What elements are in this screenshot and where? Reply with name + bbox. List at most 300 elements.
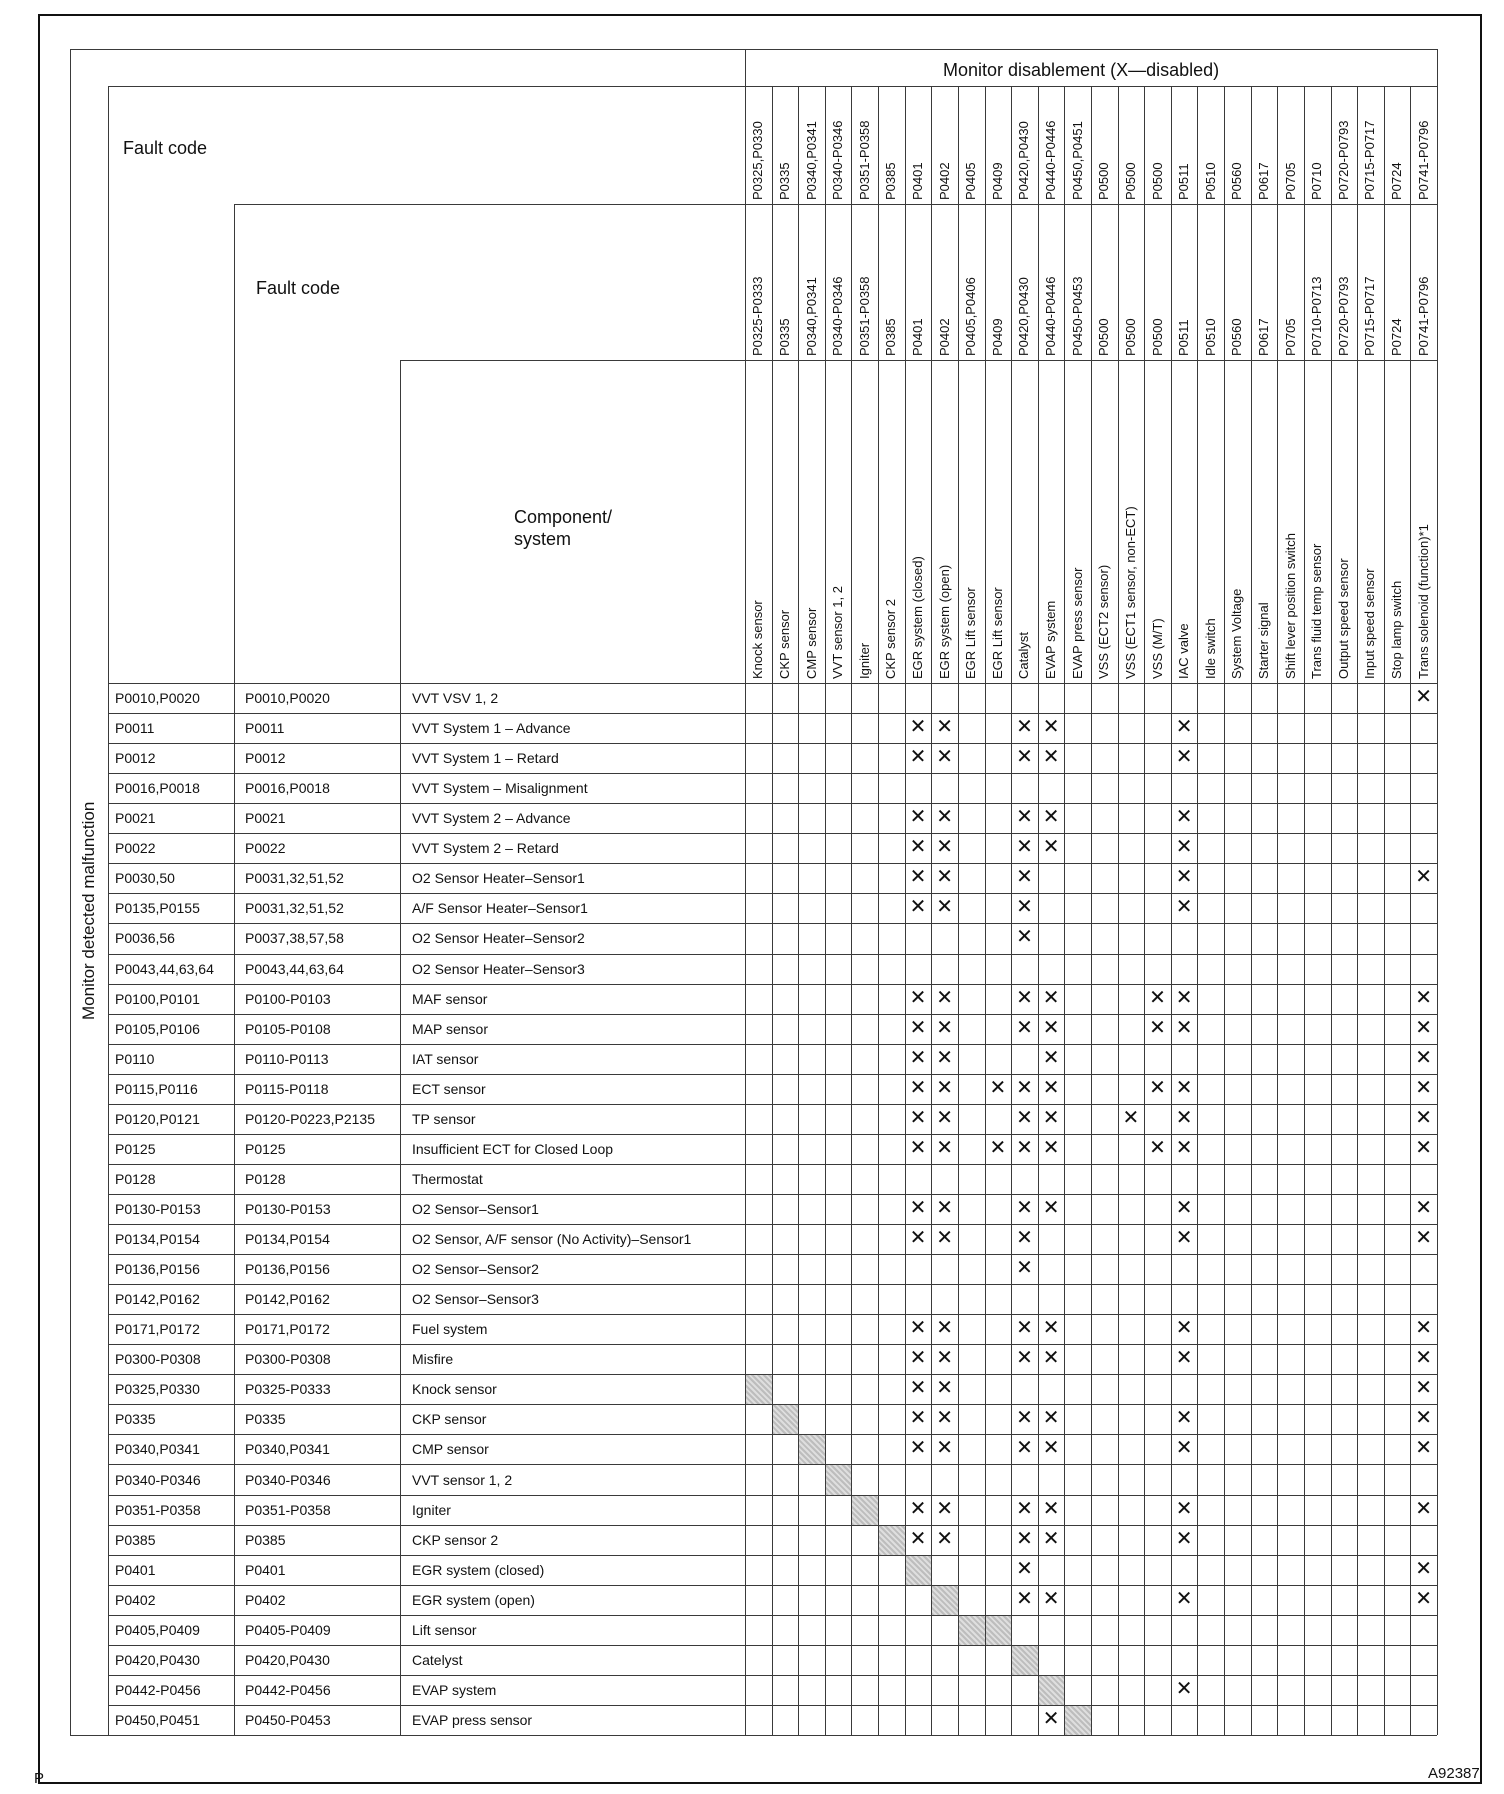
disabled-mark: ✕ bbox=[1415, 1407, 1433, 1430]
disabled-mark: ✕ bbox=[1175, 836, 1193, 859]
row-component: VVT System 2 – Advance bbox=[412, 810, 571, 827]
disabled-mark: ✕ bbox=[909, 986, 927, 1009]
column-code-primary: P0351-P0358 bbox=[856, 120, 872, 200]
grid-row-line bbox=[108, 954, 1437, 955]
disabled-mark: ✕ bbox=[1415, 866, 1433, 889]
row-fault-code: P0340-P0346 bbox=[115, 1471, 201, 1488]
disabled-mark: ✕ bbox=[936, 1377, 953, 1400]
row-component: O2 Sensor Heater–Sensor3 bbox=[412, 960, 585, 977]
disabled-mark: ✕ bbox=[1042, 1587, 1060, 1610]
self-cell-shade bbox=[852, 1496, 878, 1525]
disabled-mark: ✕ bbox=[909, 1527, 927, 1550]
disabled-mark: ✕ bbox=[1415, 1497, 1433, 1520]
disabled-mark: ✕ bbox=[1042, 986, 1060, 1009]
disabled-mark: ✕ bbox=[936, 896, 953, 919]
disabled-mark: ✕ bbox=[909, 1016, 927, 1039]
row-fault-code-detail: P0011 bbox=[245, 720, 285, 737]
row-fault-code-detail: P0325-P0333 bbox=[245, 1381, 331, 1398]
disabled-mark: ✕ bbox=[909, 1076, 927, 1099]
disabled-mark: ✕ bbox=[1175, 806, 1193, 829]
disabled-mark: ✕ bbox=[936, 1196, 953, 1219]
grid-column-line bbox=[1251, 86, 1252, 1735]
row-fault-code: P0125 bbox=[115, 1140, 156, 1157]
column-system-name: Trans fluid temp sensor bbox=[1309, 543, 1325, 679]
column-system-name: Shift lever position switch bbox=[1282, 533, 1298, 679]
disabled-mark: ✕ bbox=[1016, 1497, 1033, 1520]
disabled-mark: ✕ bbox=[1415, 1046, 1433, 1069]
disabled-mark: ✕ bbox=[1175, 896, 1193, 919]
disabled-mark: ✕ bbox=[1016, 806, 1033, 829]
column-system-name: Output speed sensor bbox=[1335, 558, 1351, 679]
disabled-mark: ✕ bbox=[936, 986, 953, 1009]
disabled-mark: ✕ bbox=[1016, 1437, 1033, 1460]
column-code-secondary: P0325-P0333 bbox=[750, 276, 766, 356]
disabled-mark: ✕ bbox=[1175, 1677, 1193, 1700]
column-code-secondary: P0500 bbox=[1096, 318, 1112, 356]
row-fault-code: P0110 bbox=[115, 1050, 155, 1067]
disabled-mark: ✕ bbox=[1175, 1106, 1193, 1129]
row-component: MAP sensor bbox=[412, 1020, 488, 1037]
grid-row-line bbox=[108, 1044, 1437, 1045]
grid-divider-a bbox=[108, 86, 109, 1735]
row-fault-code-detail: P0022 bbox=[245, 840, 286, 857]
disabled-mark: ✕ bbox=[1415, 1557, 1433, 1580]
grid-row-line bbox=[108, 1104, 1437, 1105]
grid-row-line bbox=[108, 1134, 1437, 1135]
disabled-mark: ✕ bbox=[1042, 716, 1060, 739]
disabled-mark: ✕ bbox=[1016, 1106, 1033, 1129]
grid-row-line bbox=[108, 1525, 1437, 1526]
disabled-mark: ✕ bbox=[1415, 1377, 1433, 1400]
row-component: O2 Sensor–Sensor1 bbox=[412, 1201, 539, 1217]
disabled-mark: ✕ bbox=[1175, 1527, 1193, 1550]
row-fault-code-detail: P0136,P0156 bbox=[245, 1261, 330, 1278]
disabled-mark: ✕ bbox=[1016, 716, 1033, 739]
row-fault-code-detail: P0340-P0346 bbox=[245, 1471, 331, 1488]
disabled-mark: ✕ bbox=[909, 1046, 927, 1069]
grid-column-line bbox=[1304, 86, 1305, 1735]
disabled-mark: ✕ bbox=[936, 1497, 953, 1520]
disabled-mark: ✕ bbox=[1042, 1527, 1060, 1550]
disabled-mark: ✕ bbox=[909, 1377, 927, 1400]
row-fault-code: P0115,P0116 bbox=[115, 1080, 198, 1097]
column-code-primary: P0705 bbox=[1282, 162, 1298, 200]
grid-row-line bbox=[108, 1074, 1437, 1075]
figure-id: A92387 bbox=[1428, 1765, 1480, 1782]
row-fault-code: P0351-P0358 bbox=[115, 1501, 201, 1518]
disabled-mark: ✕ bbox=[1175, 986, 1193, 1009]
row-fault-code-detail: P0300-P0308 bbox=[245, 1351, 331, 1368]
row-fault-code-detail: P0171,P0172 bbox=[245, 1321, 330, 1338]
row-fault-code: P0325,P0330 bbox=[115, 1381, 200, 1398]
grid-column-line bbox=[1064, 86, 1065, 1735]
row-fault-code-detail: P0043,44,63,64 bbox=[245, 960, 344, 977]
grid-row-line bbox=[108, 1675, 1437, 1676]
component-system-header: Component/ system bbox=[514, 507, 613, 549]
disabled-mark: ✕ bbox=[1175, 1076, 1193, 1099]
grid-row-line bbox=[108, 1314, 1437, 1315]
disabled-mark: ✕ bbox=[936, 1076, 953, 1099]
row-fault-code: P0385 bbox=[115, 1531, 156, 1548]
grid-column-line bbox=[878, 86, 879, 1735]
disabled-mark: ✕ bbox=[1415, 1136, 1433, 1159]
disabled-mark: ✕ bbox=[936, 806, 953, 829]
column-code-primary: P0420,P0430 bbox=[1016, 121, 1032, 200]
disabled-mark: ✕ bbox=[1042, 1707, 1060, 1730]
row-fault-code: P0135,P0155 bbox=[115, 900, 200, 917]
disabled-mark: ✕ bbox=[1016, 1136, 1033, 1159]
row-fault-code-detail: P0405-P0409 bbox=[245, 1621, 331, 1638]
grid-row-line bbox=[108, 1254, 1437, 1255]
table-border-left bbox=[70, 49, 71, 1735]
column-code-primary: P0385 bbox=[883, 162, 899, 200]
disabled-mark: ✕ bbox=[1175, 1227, 1193, 1250]
column-system-name: VSS (ECT2 sensor) bbox=[1096, 564, 1112, 679]
row-fault-code-detail: P0010,P0020 bbox=[245, 690, 330, 707]
column-code-secondary: P0710-P0713 bbox=[1309, 276, 1325, 356]
disabled-mark: ✕ bbox=[1415, 1437, 1433, 1460]
disabled-mark: ✕ bbox=[1415, 1106, 1433, 1129]
disabled-mark: ✕ bbox=[1175, 866, 1193, 889]
grid-row-line bbox=[108, 713, 1437, 714]
disabled-mark: ✕ bbox=[1122, 1106, 1140, 1129]
grid-row-line bbox=[108, 1615, 1437, 1616]
disabled-mark: ✕ bbox=[1415, 986, 1433, 1009]
disabled-mark: ✕ bbox=[936, 1407, 953, 1430]
disabled-mark: ✕ bbox=[936, 866, 953, 889]
column-code-secondary: P0720-P0793 bbox=[1335, 276, 1351, 356]
grid-divider-c bbox=[400, 360, 401, 1735]
disabled-mark: ✕ bbox=[936, 1227, 953, 1250]
grid-row-line bbox=[108, 893, 1437, 894]
column-system-name: IAC valve bbox=[1176, 623, 1192, 679]
self-cell-shade bbox=[879, 1526, 905, 1555]
row-component: O2 Sensor–Sensor2 bbox=[412, 1261, 539, 1278]
disabled-mark: ✕ bbox=[909, 1196, 927, 1219]
column-code-primary: P0440-P0446 bbox=[1043, 120, 1059, 200]
column-system-name: EGR Lift sensor bbox=[963, 587, 979, 679]
self-cell-shade bbox=[826, 1465, 852, 1494]
row-fault-code-detail: P0037,38,57,58 bbox=[245, 930, 344, 947]
row-fault-code-detail: P0031,32,51,52 bbox=[245, 900, 344, 917]
disabled-mark: ✕ bbox=[1175, 1437, 1193, 1460]
disabled-mark: ✕ bbox=[1175, 1347, 1193, 1370]
disabled-mark: ✕ bbox=[909, 1497, 927, 1520]
column-code-secondary: P0617 bbox=[1256, 318, 1271, 356]
column-code-primary: P0741-P0796 bbox=[1415, 120, 1431, 200]
row-fault-code: P0136,P0156 bbox=[115, 1261, 200, 1278]
row-component: O2 Sensor–Sensor3 bbox=[412, 1291, 539, 1308]
disabled-mark: ✕ bbox=[1415, 1347, 1433, 1370]
disabled-mark: ✕ bbox=[1175, 1407, 1193, 1430]
row-fault-code: P0134,P0154 bbox=[115, 1231, 200, 1248]
disabled-mark: ✕ bbox=[1175, 716, 1193, 739]
row-fault-code-detail: P0125 bbox=[245, 1140, 286, 1157]
row-component: ECT sensor bbox=[412, 1080, 486, 1097]
disabled-mark: ✕ bbox=[936, 1046, 953, 1069]
row-fault-code: P0012 bbox=[115, 750, 156, 767]
row-fault-code: P0016,P0018 bbox=[115, 780, 200, 797]
column-code-primary: P0500 bbox=[1122, 162, 1138, 200]
row-fault-code-detail: P0134,P0154 bbox=[245, 1231, 330, 1248]
disabled-mark: ✕ bbox=[1415, 1317, 1433, 1340]
table-border-bottom bbox=[70, 1735, 1437, 1736]
disabled-mark: ✕ bbox=[909, 836, 927, 859]
column-code-primary: P0510 bbox=[1202, 162, 1218, 200]
row-fault-code: P0142,P0162 bbox=[115, 1291, 200, 1308]
column-system-name: Knock sensor bbox=[750, 600, 766, 679]
disabled-mark: ✕ bbox=[1415, 1587, 1433, 1610]
disabled-mark: ✕ bbox=[1016, 1016, 1033, 1039]
grid-row-line bbox=[108, 1344, 1437, 1345]
row-component: Insufficient ECT for Closed Loop bbox=[412, 1140, 614, 1157]
grid-column-line bbox=[772, 86, 773, 1735]
column-code-primary: P0401 bbox=[910, 162, 925, 200]
column-code-secondary: P0405,P0406 bbox=[963, 277, 979, 356]
row-fault-code: P0030,50 bbox=[115, 870, 175, 887]
grid-column-line bbox=[1144, 86, 1145, 1735]
disabled-mark: ✕ bbox=[1175, 1317, 1193, 1340]
self-cell-shade bbox=[986, 1616, 1012, 1645]
self-cell-shade bbox=[906, 1556, 932, 1585]
disabled-mark: ✕ bbox=[909, 716, 927, 739]
disabled-mark: ✕ bbox=[909, 866, 927, 889]
grid-row-line bbox=[108, 1224, 1437, 1225]
disabled-mark: ✕ bbox=[909, 1136, 927, 1159]
row-component: IAT sensor bbox=[412, 1050, 479, 1067]
row-component: Igniter bbox=[412, 1501, 451, 1518]
column-system-name: Idle switch bbox=[1202, 618, 1218, 679]
column-code-secondary: P0420,P0430 bbox=[1016, 277, 1032, 356]
column-code-primary: P0340-P0346 bbox=[830, 120, 846, 200]
row-fault-code-detail: P0021 bbox=[245, 810, 286, 827]
disabled-mark: ✕ bbox=[1016, 1317, 1033, 1340]
disabled-mark: ✕ bbox=[1149, 986, 1166, 1009]
row-fault-code-detail: P0385 bbox=[245, 1531, 286, 1548]
disabled-mark: ✕ bbox=[1042, 1136, 1060, 1159]
column-code-primary: P0450,P0451 bbox=[1069, 121, 1085, 200]
disabled-mark: ✕ bbox=[989, 1076, 1007, 1099]
row-component: VVT System – Misalignment bbox=[412, 780, 588, 797]
self-cell-shade bbox=[1012, 1646, 1038, 1675]
column-code-primary: P0617 bbox=[1256, 162, 1271, 200]
disabled-mark: ✕ bbox=[1042, 746, 1060, 769]
row-fault-code-detail: P0340,P0341 bbox=[245, 1441, 330, 1458]
disabled-mark: ✕ bbox=[1175, 1016, 1193, 1039]
row-fault-code-detail: P0450-P0453 bbox=[245, 1711, 331, 1728]
disabled-mark: ✕ bbox=[1042, 1046, 1060, 1069]
grid-row-line bbox=[108, 1374, 1437, 1375]
column-code-secondary: P0715-P0717 bbox=[1362, 276, 1378, 356]
grid-column-line bbox=[958, 86, 959, 1735]
grid-row-line bbox=[108, 1464, 1437, 1465]
disabled-mark: ✕ bbox=[936, 1527, 953, 1550]
column-system-name: EVAP press sensor bbox=[1069, 567, 1085, 679]
column-system-name: EGR system (closed) bbox=[910, 556, 925, 679]
row-component: Thermostat bbox=[412, 1170, 483, 1187]
row-fault-code: P0300-P0308 bbox=[115, 1351, 201, 1368]
column-code-primary: P0511 bbox=[1176, 163, 1192, 200]
grid-divider-b bbox=[234, 204, 235, 1735]
row-fault-code-detail: P0120-P0223,P2135 bbox=[245, 1110, 375, 1127]
grid-row-line bbox=[108, 984, 1437, 985]
disabled-mark: ✕ bbox=[1016, 1257, 1033, 1280]
grid-row-line bbox=[108, 1555, 1437, 1556]
disabled-mark: ✕ bbox=[1016, 1347, 1033, 1370]
row-fault-code: P0442-P0456 bbox=[115, 1681, 201, 1698]
self-cell-shade bbox=[1065, 1706, 1091, 1735]
self-cell-shade bbox=[959, 1616, 985, 1645]
disabled-mark: ✕ bbox=[936, 836, 953, 859]
grid-column-line bbox=[1357, 86, 1358, 1735]
disabled-mark: ✕ bbox=[1016, 896, 1033, 919]
column-code-primary: P0500 bbox=[1096, 162, 1112, 200]
disabled-mark: ✕ bbox=[1042, 1347, 1060, 1370]
disabled-mark: ✕ bbox=[1016, 746, 1033, 769]
column-code-secondary: P0409 bbox=[989, 318, 1005, 356]
column-code-secondary: P0401 bbox=[910, 318, 925, 356]
grid-row-line bbox=[108, 803, 1437, 804]
row-fault-code-detail: P0110-P0113 bbox=[245, 1050, 329, 1067]
disabled-mark: ✕ bbox=[909, 806, 927, 829]
disabled-mark: ✕ bbox=[1016, 1227, 1033, 1250]
column-code-primary: P0405 bbox=[963, 162, 979, 200]
self-cell-shade bbox=[773, 1405, 799, 1434]
grid-column-line bbox=[798, 86, 799, 1735]
column-system-name: VVT sensor 1, 2 bbox=[830, 586, 846, 679]
disabled-mark: ✕ bbox=[1042, 806, 1060, 829]
row-component: VVT System 1 – Retard bbox=[412, 750, 559, 767]
grid-column-line bbox=[1118, 86, 1119, 1735]
row-fault-code-detail: P0128 bbox=[245, 1170, 286, 1187]
column-system-name: Igniter bbox=[856, 642, 872, 679]
column-code-primary: P0724 bbox=[1389, 162, 1405, 200]
grid-column-line bbox=[1384, 86, 1385, 1735]
disabled-mark: ✕ bbox=[1016, 866, 1033, 889]
column-code-primary: P0715-P0717 bbox=[1362, 120, 1378, 200]
column-code-secondary: P0741-P0796 bbox=[1415, 276, 1431, 356]
row-fault-code-detail: P0142,P0162 bbox=[245, 1291, 330, 1308]
disabled-mark: ✕ bbox=[936, 1437, 953, 1460]
fault-code-header-inner: Fault code bbox=[256, 278, 341, 298]
row-component: Fuel system bbox=[412, 1321, 488, 1338]
disabled-mark: ✕ bbox=[1149, 1136, 1166, 1159]
column-system-name: System Voltage bbox=[1229, 588, 1245, 679]
disabled-mark: ✕ bbox=[936, 1106, 953, 1129]
disabled-mark: ✕ bbox=[1016, 1407, 1033, 1430]
disabled-mark: ✕ bbox=[909, 1437, 927, 1460]
grid-column-line bbox=[1277, 86, 1278, 1735]
self-cell-shade bbox=[746, 1375, 772, 1404]
disabled-mark: ✕ bbox=[1175, 746, 1193, 769]
grid-row-line bbox=[108, 1645, 1437, 1646]
column-code-secondary: P0510 bbox=[1202, 318, 1218, 356]
row-fault-code: P0402 bbox=[115, 1591, 156, 1608]
disabled-mark: ✕ bbox=[1415, 1076, 1433, 1099]
column-system-name: CKP sensor 2 bbox=[883, 599, 899, 679]
disabled-mark: ✕ bbox=[1042, 1497, 1060, 1520]
header-divider-level2 bbox=[234, 204, 745, 205]
disabled-mark: ✕ bbox=[1042, 1317, 1060, 1340]
table-border-top bbox=[70, 49, 1437, 50]
column-code-primary: P0710 bbox=[1309, 162, 1325, 200]
row-component: EGR system (closed) bbox=[412, 1561, 545, 1578]
column-code-primary: P0409 bbox=[989, 162, 1005, 200]
row-component: Lift sensor bbox=[412, 1621, 477, 1638]
column-code-primary: P0402 bbox=[936, 162, 952, 200]
column-code-secondary: P0335 bbox=[776, 318, 792, 356]
disabled-mark: ✕ bbox=[1175, 1196, 1193, 1219]
row-component: CKP sensor 2 bbox=[412, 1531, 499, 1548]
column-code-primary: P0335 bbox=[776, 162, 792, 200]
row-component: O2 Sensor Heater–Sensor1 bbox=[412, 870, 585, 887]
row-fault-code: P0022 bbox=[115, 840, 156, 857]
grid-column-line bbox=[1331, 86, 1332, 1735]
column-system-name: Starter signal bbox=[1256, 602, 1271, 679]
column-system-name: CMP sensor bbox=[803, 607, 819, 679]
disabled-mark: ✕ bbox=[1042, 1016, 1060, 1039]
column-system-name: Catalyst bbox=[1016, 632, 1032, 679]
column-code-secondary: P0402 bbox=[936, 318, 952, 356]
column-system-name: EVAP system bbox=[1043, 600, 1059, 679]
row-fault-code-detail: P0420,P0430 bbox=[245, 1651, 330, 1668]
row-component: CKP sensor bbox=[412, 1411, 487, 1428]
row-fault-code: P0010,P0020 bbox=[115, 690, 200, 707]
disabled-mark: ✕ bbox=[1016, 1076, 1033, 1099]
self-cell-shade bbox=[799, 1435, 825, 1464]
grid-row-line bbox=[108, 1014, 1437, 1015]
column-code-secondary: P0511 bbox=[1176, 319, 1192, 356]
row-fault-code-detail: P0100-P0103 bbox=[245, 990, 331, 1007]
column-system-name: CKP sensor bbox=[776, 609, 792, 679]
column-code-secondary: P0500 bbox=[1149, 318, 1165, 356]
column-code-secondary: P0560 bbox=[1229, 318, 1245, 356]
row-fault-code-detail: P0016,P0018 bbox=[245, 780, 330, 797]
row-fault-code: P0105,P0106 bbox=[115, 1020, 200, 1037]
column-code-secondary: P0385 bbox=[883, 318, 899, 356]
grid-row-line bbox=[108, 1164, 1437, 1165]
row-fault-code: P0450,P0451 bbox=[115, 1711, 200, 1728]
row-fault-code: P0043,44,63,64 bbox=[115, 960, 214, 977]
grid-row-line bbox=[108, 1705, 1437, 1706]
disabled-mark: ✕ bbox=[1042, 1407, 1060, 1430]
row-fault-code-detail: P0351-P0358 bbox=[245, 1501, 331, 1518]
disabled-mark: ✕ bbox=[1016, 1587, 1033, 1610]
disabled-mark: ✕ bbox=[936, 1317, 953, 1340]
column-code-secondary: P0340,P0341 bbox=[803, 277, 819, 356]
disabled-mark: ✕ bbox=[936, 746, 953, 769]
row-component: Misfire bbox=[412, 1351, 454, 1368]
disabled-mark: ✕ bbox=[909, 1227, 927, 1250]
column-system-name: Input speed sensor bbox=[1362, 568, 1378, 679]
column-code-primary: P0720-P0793 bbox=[1335, 120, 1351, 200]
grid-row-line bbox=[108, 773, 1437, 774]
self-cell-shade bbox=[1039, 1676, 1065, 1705]
row-fault-code: P0021 bbox=[115, 810, 156, 827]
grid-column-line bbox=[1410, 86, 1411, 1735]
row-component: EVAP press sensor bbox=[412, 1711, 533, 1728]
row-component: CMP sensor bbox=[412, 1441, 489, 1458]
row-component: TP sensor bbox=[412, 1110, 476, 1127]
row-component: A/F Sensor Heater–Sensor1 bbox=[412, 900, 588, 917]
disabled-mark: ✕ bbox=[909, 1407, 927, 1430]
disabled-mark: ✕ bbox=[909, 746, 927, 769]
column-code-secondary: P0500 bbox=[1122, 318, 1138, 356]
header-divider-level3 bbox=[400, 360, 745, 361]
row-component: VVT sensor 1, 2 bbox=[412, 1471, 513, 1488]
row-component: EVAP system bbox=[412, 1681, 497, 1698]
disabled-mark: ✕ bbox=[1149, 1076, 1166, 1099]
